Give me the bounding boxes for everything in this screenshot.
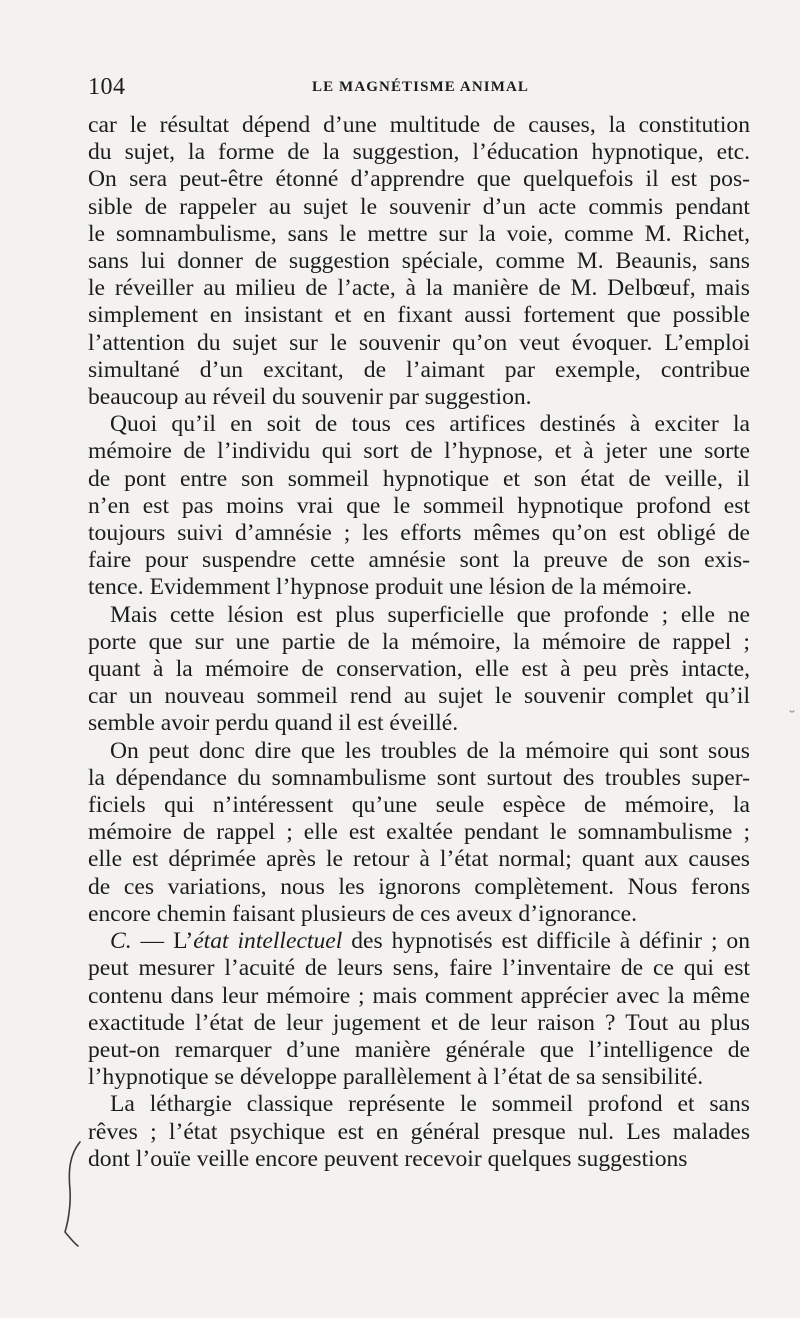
text-line: mémoire de l’individu qui sort de l’hypnose, et à jeter une sorte bbox=[88, 438, 750, 465]
text-line: simultané d’un excitant, de l’aimant par exemple, contribue bbox=[88, 356, 750, 383]
text-line: contenu dans leur mémoire ; mais comment apprécier avec la même bbox=[88, 982, 750, 1009]
text-line: l’attention du sujet sur le souvenir qu’on veut évoquer. L’emploi bbox=[88, 329, 750, 356]
text-line: n’en est pas moins vrai que le sommeil hypnotique profond est bbox=[88, 492, 750, 519]
text-line: toujours suivi d’amnésie ; les efforts mêmes qu’on est obligé de bbox=[88, 520, 750, 547]
text-line: de pont entre son sommeil hypnotique et son état de veille, il bbox=[88, 465, 750, 492]
text-line: elle est déprimée après le retour à l’état normal; quant aux causes bbox=[88, 846, 750, 873]
text-line: peut-on remarquer d’une manière générale que l’intelligence de bbox=[88, 1036, 750, 1063]
paragraph bbox=[88, 1091, 750, 1173]
text-line: C. — L’état intellectuel des hypnotisés est difficile à définir ; on bbox=[110, 928, 751, 955]
text-line: La léthargie classique représente le sommeil profond et sans bbox=[110, 1091, 750, 1118]
paragraph bbox=[88, 928, 750, 1091]
paragraph bbox=[88, 112, 750, 411]
margin-bracket-mark bbox=[62, 1140, 84, 1248]
running-title: LE MAGNÉTISME ANIMAL bbox=[312, 79, 530, 95]
page-number: 104 bbox=[88, 74, 126, 100]
text-line: de ces variations, nous les ignorons complètement. Nous ferons bbox=[88, 873, 750, 900]
text-line: Mais cette lésion est plus superficielle que profonde ; elle ne bbox=[110, 601, 750, 628]
text-line: simplement en insistant et en fixant aussi fortement que possible bbox=[88, 302, 750, 329]
text-line: Quoi qu’il en soit de tous ces artifices destinés à exciter la bbox=[110, 411, 750, 438]
text-line: semble avoir perdu quand il est éveillé. bbox=[88, 710, 459, 737]
text-line: tence. Evidemment l’hypnose produit une lésion de la mémoire. bbox=[88, 574, 693, 601]
text-line: porte que sur une partie de la mémoire, la mémoire de rappel ; bbox=[88, 628, 750, 655]
text-line: la dépendance du somnambulisme sont surtout des troubles super- bbox=[88, 764, 750, 791]
margin-mark: ˘ bbox=[788, 708, 796, 727]
text-line: sans lui donner de suggestion spéciale, comme M. Beaunis, sans bbox=[88, 248, 750, 275]
text-line: ficiels qui n’intéressent qu’une seule espèce de mémoire, la bbox=[88, 792, 750, 819]
text-line: le somnambulisme, sans le mettre sur la voie, comme M. Richet, bbox=[88, 220, 750, 247]
text-line: l’hypnotique se développe parallèlement à l’état de sa sensibilité. bbox=[88, 1064, 704, 1091]
text-line: dont l’ouïe veille encore peuvent recevoir quelques suggestions bbox=[88, 1145, 688, 1172]
text-line: rêves ; l’état psychique est en général presque nul. Les malades bbox=[88, 1118, 750, 1145]
paragraph bbox=[88, 411, 750, 601]
text-line: beaucoup au réveil du souvenir par suggestion. bbox=[88, 384, 532, 411]
paragraph bbox=[88, 602, 750, 738]
text-line: encore chemin faisant plusieurs de ces aveux d’ignorance. bbox=[88, 900, 637, 927]
text-line: car un nouveau sommeil rend au sujet le souvenir complet qu’il bbox=[88, 683, 750, 710]
text-line: car le résultat dépend d’une multitude de causes, la constitution bbox=[88, 112, 750, 138]
body-text bbox=[88, 112, 750, 1173]
text-line: mémoire de rappel ; elle est exaltée pendant le somnambulisme ; bbox=[88, 819, 750, 846]
text-line: quant à la mémoire de conservation, elle est à peu près intacte, bbox=[88, 656, 750, 683]
paragraph bbox=[88, 738, 750, 928]
page-header bbox=[88, 74, 748, 104]
text-line: peut mesurer l’acuité de leurs sens, faire l’inventaire de ce qui est bbox=[88, 955, 750, 982]
text-line: On sera peut-être étonné d’apprendre que quelquefois il est pos- bbox=[88, 166, 750, 193]
text-line: On peut donc dire que les troubles de la mémoire qui sont sous bbox=[110, 737, 750, 764]
text-line: sible de rappeler au sujet le souvenir d’un acte commis pendant bbox=[88, 193, 750, 220]
text-line: faire pour suspendre cette amnésie sont la preuve de son exis- bbox=[88, 547, 750, 574]
text-line: du sujet, la forme de la suggestion, l’éducation hypnotique, etc. bbox=[88, 139, 750, 166]
text-line: le réveiller au milieu de l’acte, à la manière de M. Delbœuf, mais bbox=[88, 275, 750, 302]
text-line: exactitude l’état de leur jugement et de leur raison ? Tout au plus bbox=[88, 1009, 750, 1036]
